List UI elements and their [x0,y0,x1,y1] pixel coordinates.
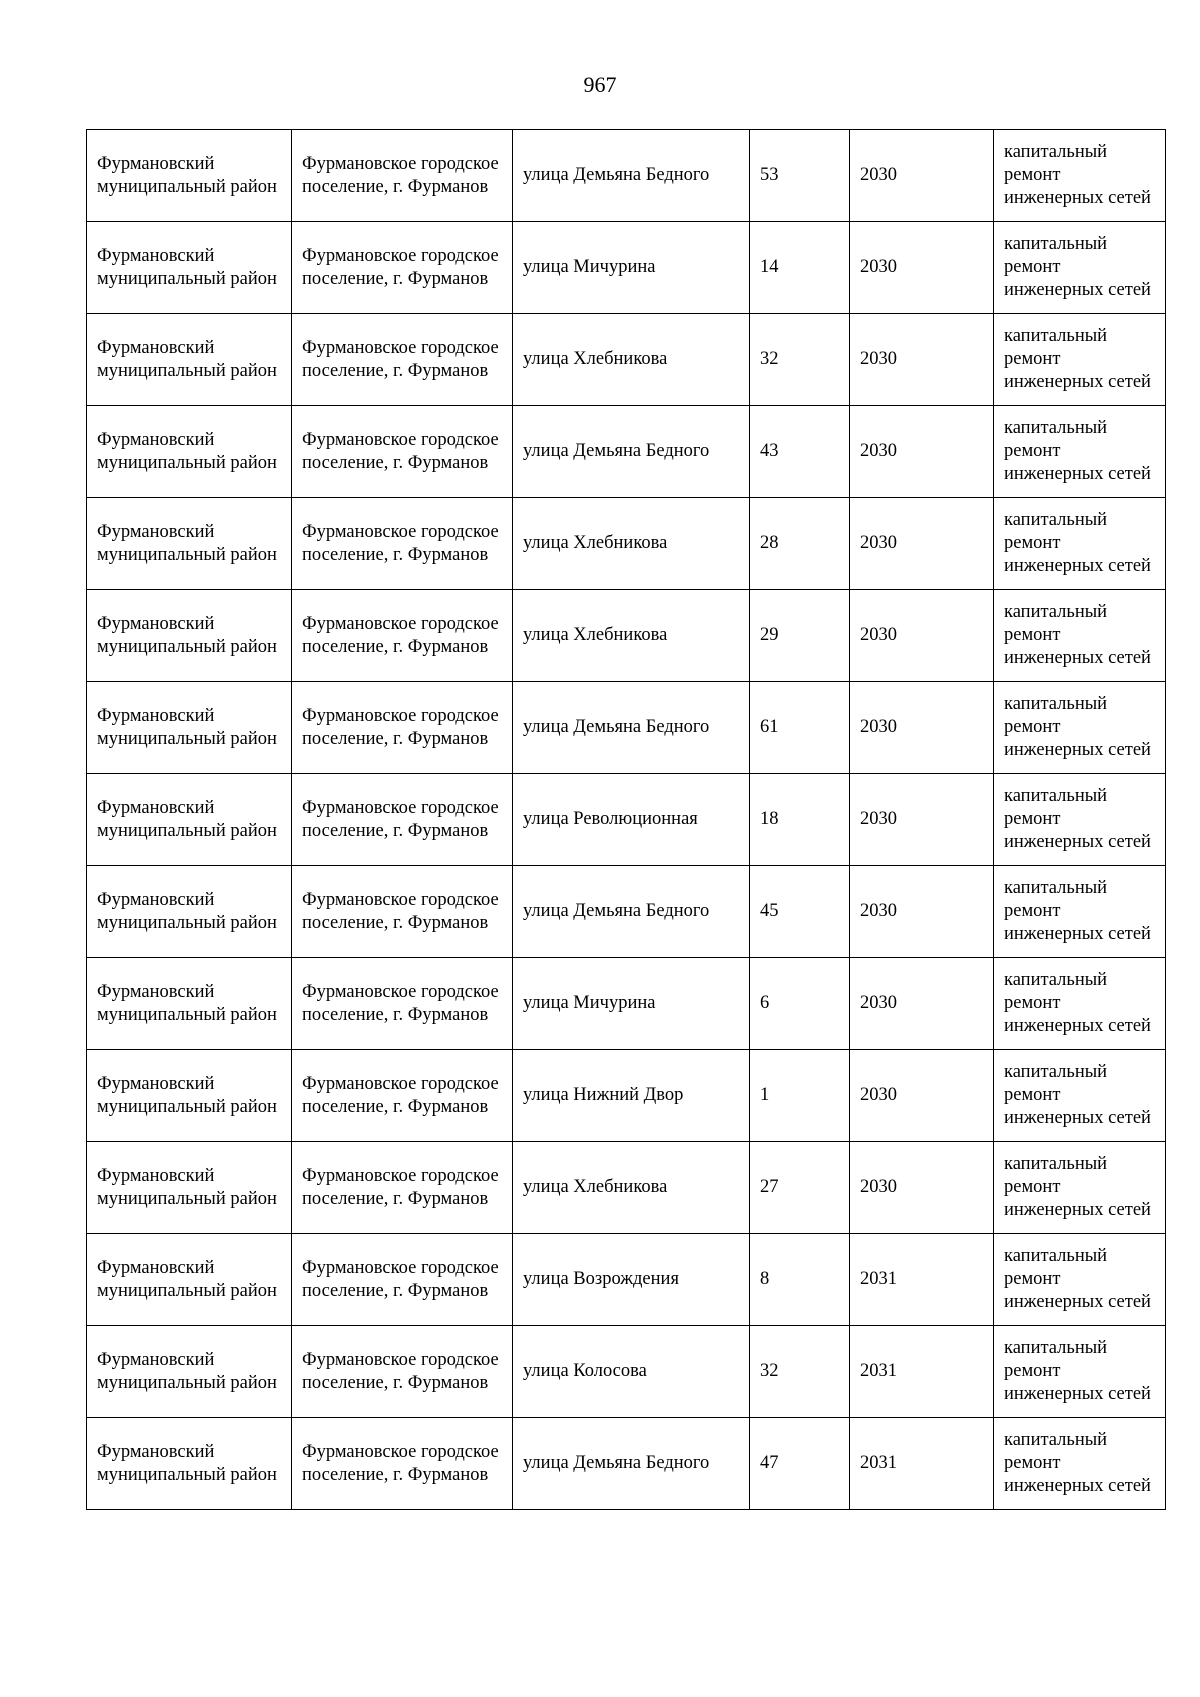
year-cell: 2030 [850,130,994,222]
table-row [87,866,1166,958]
street-cell: улица Демьяна Бедного [513,682,750,774]
year-cell: 2030 [850,1142,994,1234]
street-cell: улица Демьяна Бедного [513,130,750,222]
year-cell: 2030 [850,314,994,406]
settlement-cell: Фурмановское городское поселение, г. Фурманов [292,314,513,406]
district-cell: Фурмановский муниципальный район [87,774,292,866]
settlement-cell: Фурмановское городское поселение, г. Фурманов [292,130,513,222]
settlement-cell: Фурмановское городское поселение, г. Фурманов [292,1326,513,1418]
table-row [87,1326,1166,1418]
district-cell: Фурмановский муниципальный район [87,1050,292,1142]
street-cell: улица Мичурина [513,222,750,314]
house-number-cell: 6 [750,958,850,1050]
year-cell: 2030 [850,682,994,774]
settlement-cell: Фурмановское городское поселение, г. Фурманов [292,498,513,590]
year-cell: 2030 [850,774,994,866]
work-type-cell: капитальный ремонт инженерных сетей [994,1142,1166,1234]
district-cell: Фурмановский муниципальный район [87,866,292,958]
work-type-cell: капитальный ремонт инженерных сетей [994,682,1166,774]
house-number-cell: 27 [750,1142,850,1234]
settlement-cell: Фурмановское городское поселение, г. Фурманов [292,682,513,774]
year-cell: 2030 [850,498,994,590]
house-number-cell: 61 [750,682,850,774]
work-type-cell: капитальный ремонт инженерных сетей [994,314,1166,406]
page-number: 967 [583,72,617,97]
table-row [87,406,1166,498]
district-cell: Фурмановский муниципальный район [87,1326,292,1418]
street-cell: улица Демьяна Бедного [513,866,750,958]
district-cell: Фурмановский муниципальный район [87,406,292,498]
table-row [87,1234,1166,1326]
house-number-cell: 14 [750,222,850,314]
house-number-cell: 47 [750,1418,850,1510]
district-cell: Фурмановский муниципальный район [87,1234,292,1326]
street-cell: улица Хлебникова [513,1142,750,1234]
street-cell: улица Демьяна Бедного [513,406,750,498]
settlement-cell: Фурмановское городское поселение, г. Фурманов [292,1234,513,1326]
district-cell: Фурмановский муниципальный район [87,682,292,774]
street-cell: улица Хлебникова [513,314,750,406]
program-table [86,129,1166,1510]
district-cell: Фурмановский муниципальный район [87,1142,292,1234]
table-row [87,682,1166,774]
settlement-cell: Фурмановское городское поселение, г. Фурманов [292,1418,513,1510]
table-row [87,1050,1166,1142]
district-cell: Фурмановский муниципальный район [87,314,292,406]
work-type-cell: капитальный ремонт инженерных сетей [994,406,1166,498]
district-cell: Фурмановский муниципальный район [87,590,292,682]
settlement-cell: Фурмановское городское поселение, г. Фурманов [292,1142,513,1234]
house-number-cell: 18 [750,774,850,866]
house-number-cell: 32 [750,1326,850,1418]
house-number-cell: 8 [750,1234,850,1326]
house-number-cell: 53 [750,130,850,222]
table-row [87,130,1166,222]
table-row [87,498,1166,590]
table-row [87,1142,1166,1234]
table-row [87,1418,1166,1510]
year-cell: 2031 [850,1234,994,1326]
table-row [87,774,1166,866]
table-row [87,314,1166,406]
year-cell: 2030 [850,866,994,958]
settlement-cell: Фурмановское городское поселение, г. Фурманов [292,406,513,498]
settlement-cell: Фурмановское городское поселение, г. Фурманов [292,866,513,958]
work-type-cell: капитальный ремонт инженерных сетей [994,130,1166,222]
house-number-cell: 1 [750,1050,850,1142]
table-body [87,130,1166,1510]
house-number-cell: 43 [750,406,850,498]
street-cell: улица Колосова [513,1326,750,1418]
table-row [87,222,1166,314]
district-cell: Фурмановский муниципальный район [87,130,292,222]
house-number-cell: 45 [750,866,850,958]
settlement-cell: Фурмановское городское поселение, г. Фурманов [292,222,513,314]
work-type-cell: капитальный ремонт инженерных сетей [994,1234,1166,1326]
house-number-cell: 28 [750,498,850,590]
work-type-cell: капитальный ремонт инженерных сетей [994,1326,1166,1418]
year-cell: 2030 [850,406,994,498]
work-type-cell: капитальный ремонт инженерных сетей [994,866,1166,958]
street-cell: улица Нижний Двор [513,1050,750,1142]
year-cell: 2030 [850,1050,994,1142]
year-cell: 2031 [850,1326,994,1418]
year-cell: 2030 [850,222,994,314]
work-type-cell: капитальный ремонт инженерных сетей [994,958,1166,1050]
work-type-cell: капитальный ремонт инженерных сетей [994,774,1166,866]
work-type-cell: капитальный ремонт инженерных сетей [994,1050,1166,1142]
work-type-cell: капитальный ремонт инженерных сетей [994,222,1166,314]
settlement-cell: Фурмановское городское поселение, г. Фурманов [292,958,513,1050]
year-cell: 2031 [850,1418,994,1510]
district-cell: Фурмановский муниципальный район [87,1418,292,1510]
house-number-cell: 29 [750,590,850,682]
work-type-cell: капитальный ремонт инженерных сетей [994,498,1166,590]
year-cell: 2030 [850,958,994,1050]
street-cell: улица Возрождения [513,1234,750,1326]
settlement-cell: Фурмановское городское поселение, г. Фурманов [292,1050,513,1142]
street-cell: улица Хлебникова [513,590,750,682]
street-cell: улица Демьяна Бедного [513,1418,750,1510]
street-cell: улица Революционная [513,774,750,866]
table-row [87,958,1166,1050]
work-type-cell: капитальный ремонт инженерных сетей [994,590,1166,682]
settlement-cell: Фурмановское городское поселение, г. Фурманов [292,774,513,866]
district-cell: Фурмановский муниципальный район [87,498,292,590]
house-number-cell: 32 [750,314,850,406]
district-cell: Фурмановский муниципальный район [87,222,292,314]
table-row [87,590,1166,682]
street-cell: улица Мичурина [513,958,750,1050]
year-cell: 2030 [850,590,994,682]
district-cell: Фурмановский муниципальный район [87,958,292,1050]
street-cell: улица Хлебникова [513,498,750,590]
settlement-cell: Фурмановское городское поселение, г. Фурманов [292,590,513,682]
work-type-cell: капитальный ремонт инженерных сетей [994,1418,1166,1510]
